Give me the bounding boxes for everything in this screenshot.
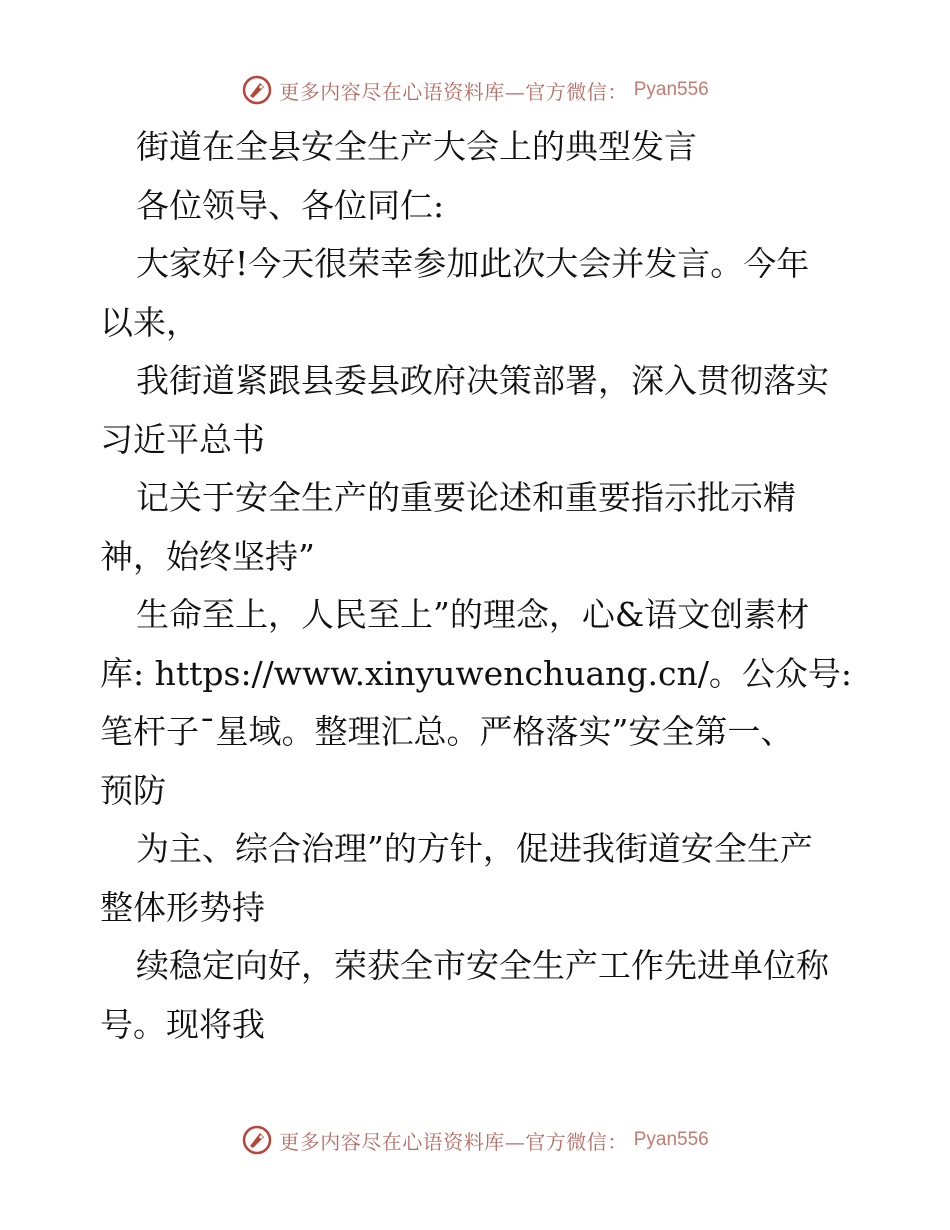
footer-watermark <box>0 1120 950 1160</box>
document-body <box>100 118 860 1054</box>
watermark-wechat-id: Pyan556 <box>633 1129 709 1150</box>
paragraph: 生命至上，人民至上”的理念，心&语文创素材 库: https://www.xinyuwenchuang.cn/。公众号: 笔杆子¯星域。整理汇总。严格落实”安全第一、 预防 <box>100 595 852 810</box>
paragraph: 记关于安全生产的重要论述和重要指示批示精 神，始终坚持” <box>100 478 796 576</box>
paragraph: 为主、综合治理”的方针，促进我街道安全生产 整体形势持 <box>100 829 813 927</box>
paragraph: 大家好!今天很荣幸参加此次大会并发言。今年 以来， <box>100 244 810 342</box>
paragraph: 续稳定向好，荣获全市安全生产工作先进单位称 号。现将我 <box>100 946 829 1044</box>
pen-nib-logo-icon <box>241 1124 273 1156</box>
document-title: 街道在全县安全生产大会上的典型发言 <box>136 127 697 166</box>
watermark-wechat-id: Pyan556 <box>633 79 709 100</box>
salutation: 各位领导、各位同仁: <box>136 185 445 225</box>
watermark-text: 更多内容尽在心语资料库—官方微信： <box>279 1129 628 1154</box>
watermark-text: 更多内容尽在心语资料库—官方微信： <box>279 79 628 104</box>
pen-nib-logo-icon <box>241 74 273 106</box>
paragraph: 我街道紧跟县委县政府决策部署，深入贯彻落实 习近平总书 <box>100 361 829 459</box>
header-watermark <box>0 70 950 110</box>
